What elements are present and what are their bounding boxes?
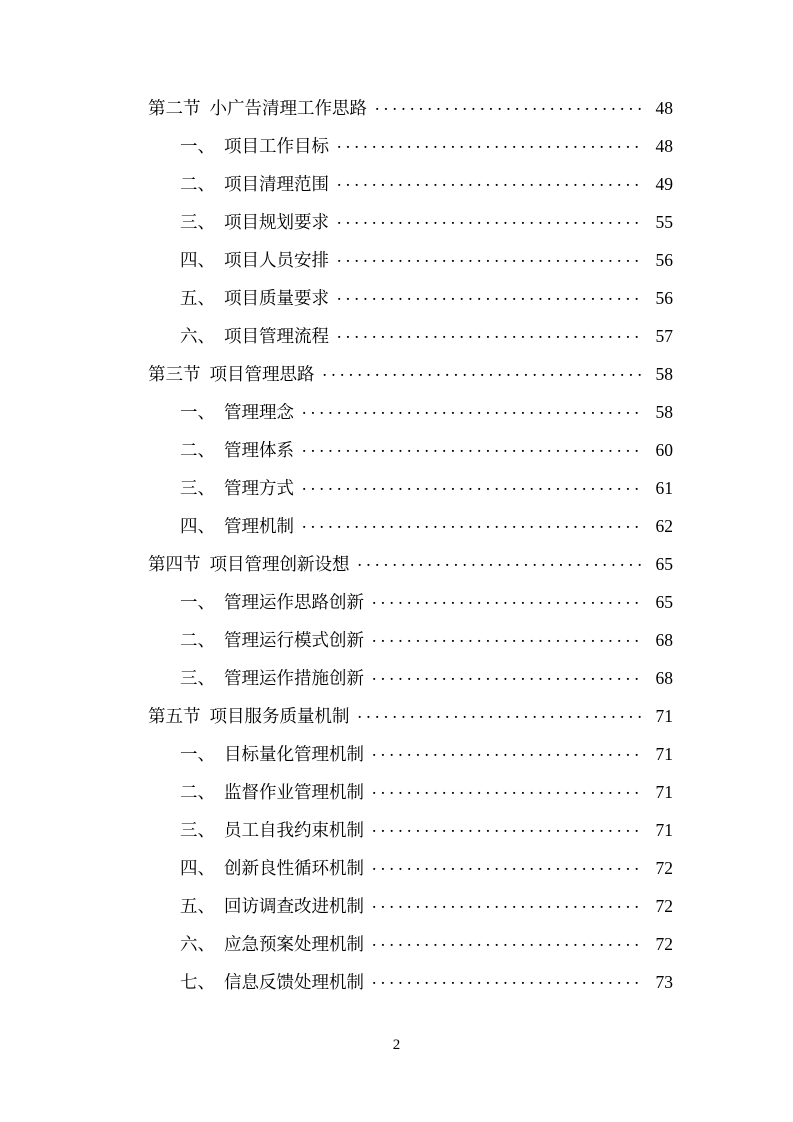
toc-entry[interactable] — [120, 324, 673, 362]
toc-entry-prefix: 五、 — [180, 287, 215, 308]
toc-entry[interactable] — [120, 970, 673, 1008]
toc-entry-label: 项目清理范围 — [224, 173, 329, 194]
toc-leader-dots — [337, 248, 641, 266]
toc-entry-label: 目标量化管理机制 — [224, 743, 364, 764]
toc-entry[interactable] — [120, 400, 673, 438]
toc-entry-prefix: 二、 — [180, 173, 215, 194]
toc-leader-dots — [302, 438, 641, 456]
toc-entry-prefix: 四、 — [180, 249, 215, 270]
toc-entry-page-number: 72 — [655, 933, 673, 954]
toc-leader-dots — [337, 210, 641, 228]
toc-entry-label: 管理运行模式创新 — [224, 629, 364, 650]
toc-entry-label: 管理机制 — [224, 515, 294, 536]
toc-entry-page-number: 72 — [655, 857, 673, 878]
toc-entry[interactable] — [120, 780, 673, 818]
toc-entry-label: 管理理念 — [224, 401, 294, 422]
toc-entry-prefix: 一、 — [180, 743, 215, 764]
toc-entry-label: 管理运作措施创新 — [224, 667, 364, 688]
toc-entry-page-number: 58 — [655, 401, 673, 422]
toc-entry[interactable] — [120, 590, 673, 628]
toc-entry[interactable] — [120, 210, 673, 248]
toc-leader-dots — [372, 666, 641, 684]
toc-entry-prefix: 第三节 — [148, 363, 201, 384]
toc-entry[interactable] — [120, 552, 673, 590]
toc-entry-page-number: 55 — [655, 211, 673, 232]
toc-entry-prefix: 五、 — [180, 895, 215, 916]
toc-entry-prefix: 第五节 — [148, 705, 201, 726]
toc-entry-label: 项目服务质量机制 — [209, 705, 350, 726]
table-of-contents — [120, 96, 673, 1008]
toc-entry-label: 信息反馈处理机制 — [224, 971, 364, 992]
toc-entry-label: 回访调查改进机制 — [224, 895, 364, 916]
toc-leader-dots — [372, 590, 641, 608]
toc-entry-label: 项目管理流程 — [224, 325, 329, 346]
toc-entry-prefix: 第四节 — [148, 553, 201, 574]
toc-entry[interactable] — [120, 134, 673, 172]
toc-entry-prefix: 三、 — [180, 477, 215, 498]
toc-entry-prefix: 四、 — [180, 857, 215, 878]
toc-leader-dots — [372, 628, 641, 646]
toc-entry-page-number: 71 — [655, 743, 673, 764]
toc-leader-dots — [372, 970, 641, 988]
toc-entry-label: 员工自我约束机制 — [224, 819, 364, 840]
toc-entry-prefix: 一、 — [180, 401, 215, 422]
toc-entry-page-number: 73 — [655, 971, 673, 992]
toc-entry[interactable] — [120, 362, 673, 400]
toc-entry-page-number: 71 — [655, 781, 673, 802]
toc-leader-dots — [302, 400, 641, 418]
toc-entry-prefix: 第二节 — [148, 97, 201, 118]
toc-leader-dots — [372, 856, 641, 874]
toc-leader-dots — [337, 172, 641, 190]
toc-entry-prefix: 四、 — [180, 515, 215, 536]
toc-entry-label: 项目管理思路 — [209, 363, 315, 384]
toc-entry-page-number: 72 — [655, 895, 673, 916]
toc-entry-page-number: 57 — [655, 325, 673, 346]
toc-leader-dots — [337, 324, 641, 342]
toc-entry-label: 项目质量要求 — [224, 287, 329, 308]
toc-entry-prefix: 三、 — [180, 819, 215, 840]
toc-entry-label: 项目工作目标 — [224, 135, 329, 156]
toc-leader-dots — [358, 552, 642, 570]
toc-entry[interactable] — [120, 742, 673, 780]
toc-entry-prefix: 七、 — [180, 971, 215, 992]
toc-entry-prefix: 六、 — [180, 933, 215, 954]
toc-leader-dots — [337, 286, 641, 304]
toc-entry-label: 应急预案处理机制 — [224, 933, 364, 954]
toc-entry-label: 管理运作思路创新 — [224, 591, 364, 612]
toc-entry-label: 管理方式 — [224, 477, 294, 498]
toc-entry-page-number: 61 — [655, 477, 673, 498]
toc-entry-prefix: 六、 — [180, 325, 215, 346]
toc-leader-dots — [372, 894, 641, 912]
toc-entry[interactable] — [120, 438, 673, 476]
toc-entry-label: 创新良性循环机制 — [224, 857, 364, 878]
toc-entry-page-number: 49 — [655, 173, 673, 194]
toc-entry-prefix: 二、 — [180, 781, 215, 802]
toc-entry-page-number: 48 — [655, 97, 673, 118]
toc-leader-dots — [372, 780, 641, 798]
footer-page-number: 2 — [392, 1037, 401, 1053]
toc-leader-dots — [372, 932, 641, 950]
toc-entry[interactable] — [120, 666, 673, 704]
toc-leader-dots — [302, 514, 641, 532]
toc-entry-label: 监督作业管理机制 — [224, 781, 364, 802]
toc-entry-prefix: 一、 — [180, 591, 215, 612]
toc-entry[interactable] — [120, 514, 673, 552]
toc-leader-dots — [358, 704, 642, 722]
toc-entry-prefix: 二、 — [180, 439, 215, 460]
toc-entry-label: 管理体系 — [224, 439, 294, 460]
toc-entry[interactable] — [120, 932, 673, 970]
toc-entry-label: 小广告清理工作思路 — [209, 97, 367, 118]
toc-entry-label: 项目人员安排 — [224, 249, 329, 270]
toc-entry-page-number: 71 — [655, 819, 673, 840]
toc-entry[interactable] — [120, 856, 673, 894]
toc-entry[interactable] — [120, 248, 673, 286]
toc-entry-page-number: 58 — [655, 363, 673, 384]
toc-entry-page-number: 68 — [655, 667, 673, 688]
toc-leader-dots — [323, 362, 642, 380]
toc-entry-page-number: 56 — [655, 287, 673, 308]
toc-entry-page-number: 65 — [655, 553, 673, 574]
toc-leader-dots — [372, 742, 641, 760]
toc-entry[interactable] — [120, 96, 673, 134]
toc-entry-prefix: 一、 — [180, 135, 215, 156]
toc-entry[interactable] — [120, 704, 673, 742]
toc-entry[interactable] — [120, 894, 673, 932]
toc-entry-page-number: 62 — [655, 515, 673, 536]
toc-entry[interactable] — [120, 172, 673, 210]
toc-entry-page-number: 68 — [655, 629, 673, 650]
toc-entry-prefix: 二、 — [180, 629, 215, 650]
toc-entry-label: 项目管理创新设想 — [209, 553, 350, 574]
toc-entry[interactable] — [120, 476, 673, 514]
toc-entry-label: 项目规划要求 — [224, 211, 329, 232]
toc-leader-dots — [372, 818, 641, 836]
toc-entry-page-number: 48 — [655, 135, 673, 156]
toc-entry[interactable] — [120, 286, 673, 324]
toc-leader-dots — [375, 96, 641, 114]
toc-entry-page-number: 60 — [655, 439, 673, 460]
toc-leader-dots — [337, 134, 641, 152]
toc-entry-page-number: 56 — [655, 249, 673, 270]
toc-entry-page-number: 65 — [655, 591, 673, 612]
toc-entry-page-number: 71 — [655, 705, 673, 726]
toc-entry-prefix: 三、 — [180, 211, 215, 232]
toc-leader-dots — [302, 476, 641, 494]
toc-entry[interactable] — [120, 628, 673, 666]
toc-entry[interactable] — [120, 818, 673, 856]
toc-entry-prefix: 三、 — [180, 667, 215, 688]
